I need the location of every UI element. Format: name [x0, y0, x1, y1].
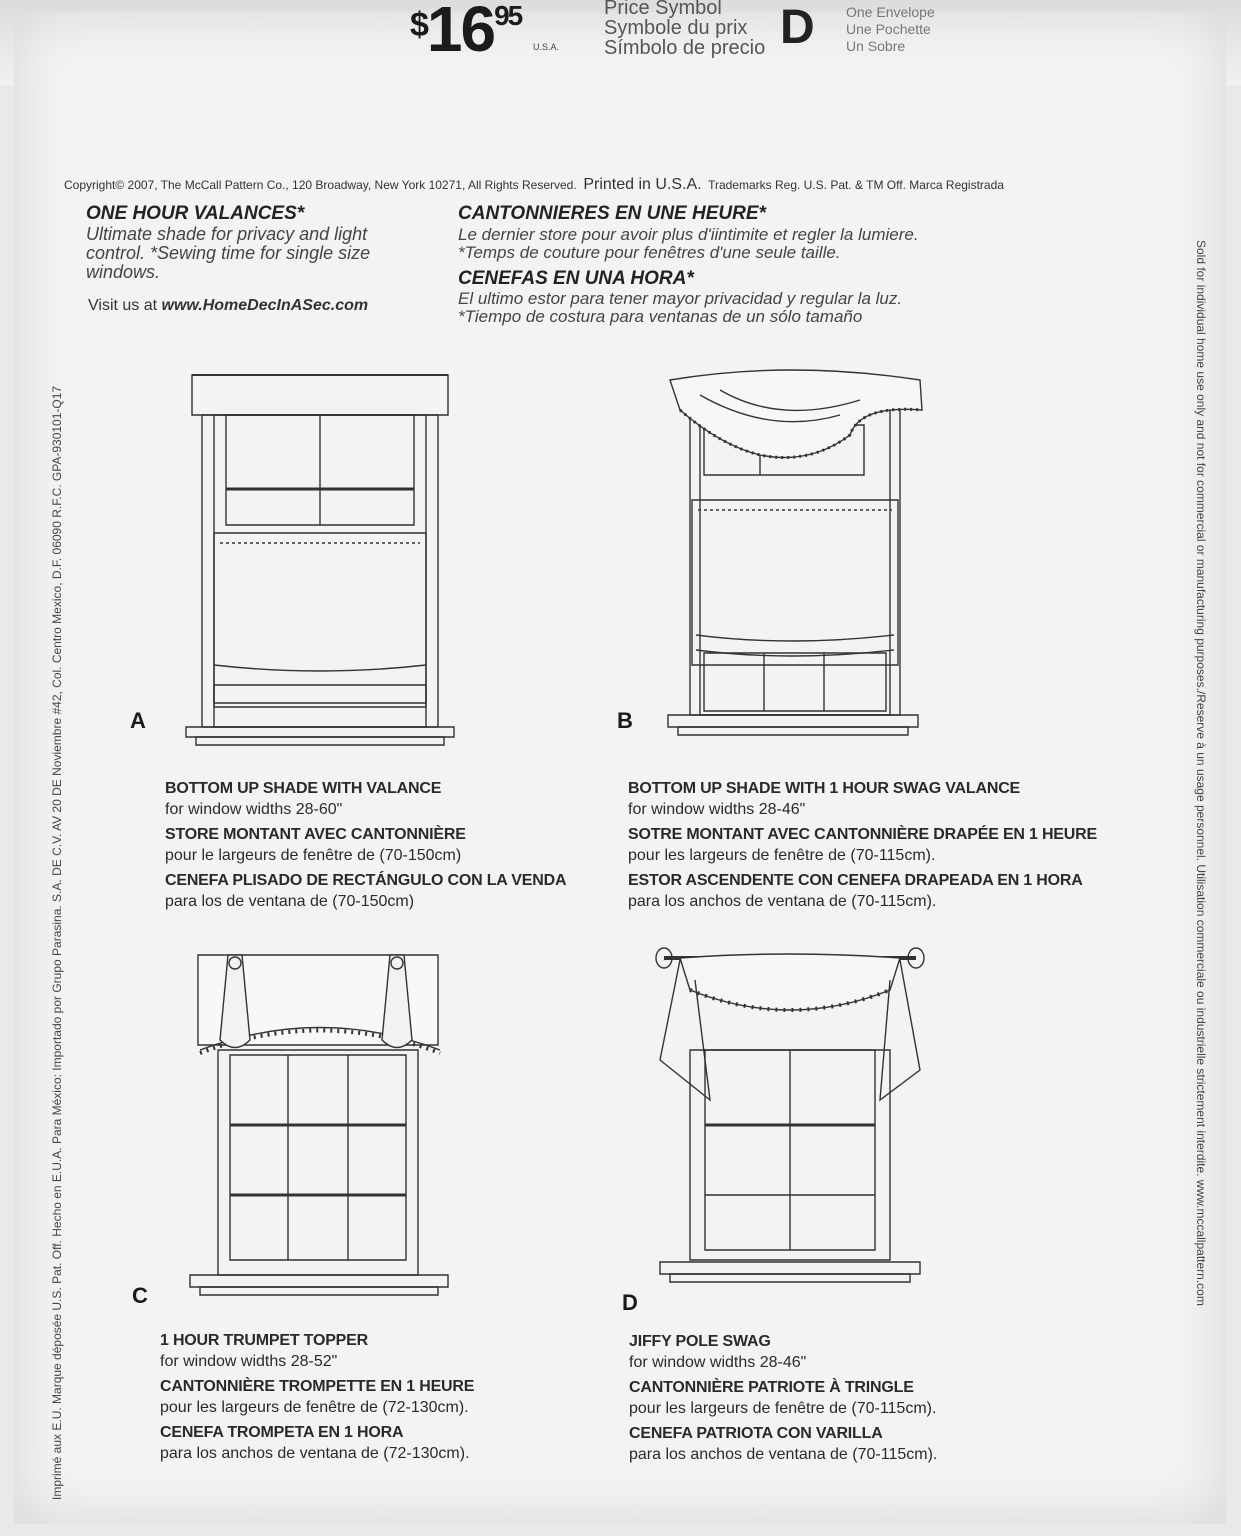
view-b-description: BOTTOM UP SHADE WITH 1 HOUR SWAG VALANCE for window widths 28-46" SOTRE MONTANT AVEC CANTONNIÈRE DRAPÉE EN 1 HEURE pour les largeurs de fenêtre de (70-115cm). ESTOR ASCENDENTE CON CENEFA DRAPEADA EN 1 HORA para los anchos de ventana de (70-115cm).: [628, 780, 1097, 910]
website-url[interactable]: www.HomeDecInASec.com: [161, 297, 369, 314]
price-symbol: Price Symbol Symbole du prix Símbolo de precio: [604, 0, 766, 59]
side-text-right: Sold for individual home use only and not for commercial or manufacturing purposes./Reserve à un usage personnel. Utilisation commerciale ou industrielle strictement interdite. www.mccallpattern.com: [1194, 240, 1208, 1306]
view-a-illustration: [180, 365, 460, 755]
description-english: Ultimate shade for privacy and light control. *Sewing time for single size windows.: [86, 224, 371, 282]
description-french: Le dernier store pour avoir plus d'iintimite et regler la lumiere. *Temps de couture pour fenêtres d'une seule taille.: [458, 225, 919, 262]
price-country: U.S.A.: [533, 42, 560, 52]
copyright-line: Copyright© 2007, The McCall Pattern Co., 120 Broadway, New York 10271, All Rights Reserved. Printed in U.S.A. Trademarks Reg. U.S. Pat. & TM Off. Marca Registrada: [64, 176, 1004, 193]
view-a-description: BOTTOM UP SHADE WITH VALANCE for window widths 28-60" STORE MONTANT AVEC CANTONNIÈRE pour le largeurs de fenêtre de (70-150cm) CENEFA PLISADO DE RECTÁNGULO CON LA VENDA para los de ventana de (70-150cm): [165, 780, 567, 910]
view-d-description: JIFFY POLE SWAG for window widths 28-46" CANTONNIÈRE PATRIOTE À TRINGLE pour les largeurs de fenêtre de (70-115cm). CENEFA PATRIOTA CON VARILLA para los anchos de ventana de (70-115cm).: [629, 1333, 938, 1463]
view-b-letter: B: [617, 708, 633, 733]
price: $^{\$}16^{95}$: [410, 0, 522, 65]
view-d-illustration: [650, 940, 930, 1310]
description-spanish: El ultimo estor para tener mayor privacidad y regular la luz. *Tiempo de costura para ventanas de un sólo tamaño: [458, 289, 903, 326]
side-text-left: Imprimé aux E.U. Marque déposée U.S. Pat. Off. Hecho en E.U.A. Para México: Importado por Grupo Parasina. S.A. DE C.V. AV 20 DE Noviembre #42, Col. Centro Mexico, D.F. 06090 R.F.C. GPA-930101-Q17: [50, 385, 64, 1500]
view-d-letter: D: [622, 1290, 638, 1315]
view-c-illustration: [180, 945, 460, 1305]
view-b-illustration: [660, 365, 930, 750]
title-spanish: CENEFAS EN UNA HORA*: [458, 268, 694, 289]
title-french: CANTONNIERES EN UNE HEURE*: [458, 203, 766, 224]
view-c-letter: C: [132, 1283, 148, 1308]
title-english: ONE HOUR VALANCES*: [86, 203, 305, 224]
website-line: Visit us at www.HomeDecInASec.com: [88, 297, 369, 314]
size-text: One Envelope Une Pochette Un Sobre: [846, 4, 935, 54]
size-letter: D: [780, 1, 815, 54]
view-c-description: 1 HOUR TRUMPET TOPPER for window widths 28-52" CANTONNIÈRE TROMPETTE EN 1 HEURE pour les largeurs de fenêtre de (72-130cm). CENEFA TROMPETA EN 1 HORA para los anchos de ventana de (72-130cm).: [160, 1332, 475, 1462]
view-a-letter: A: [130, 708, 146, 733]
